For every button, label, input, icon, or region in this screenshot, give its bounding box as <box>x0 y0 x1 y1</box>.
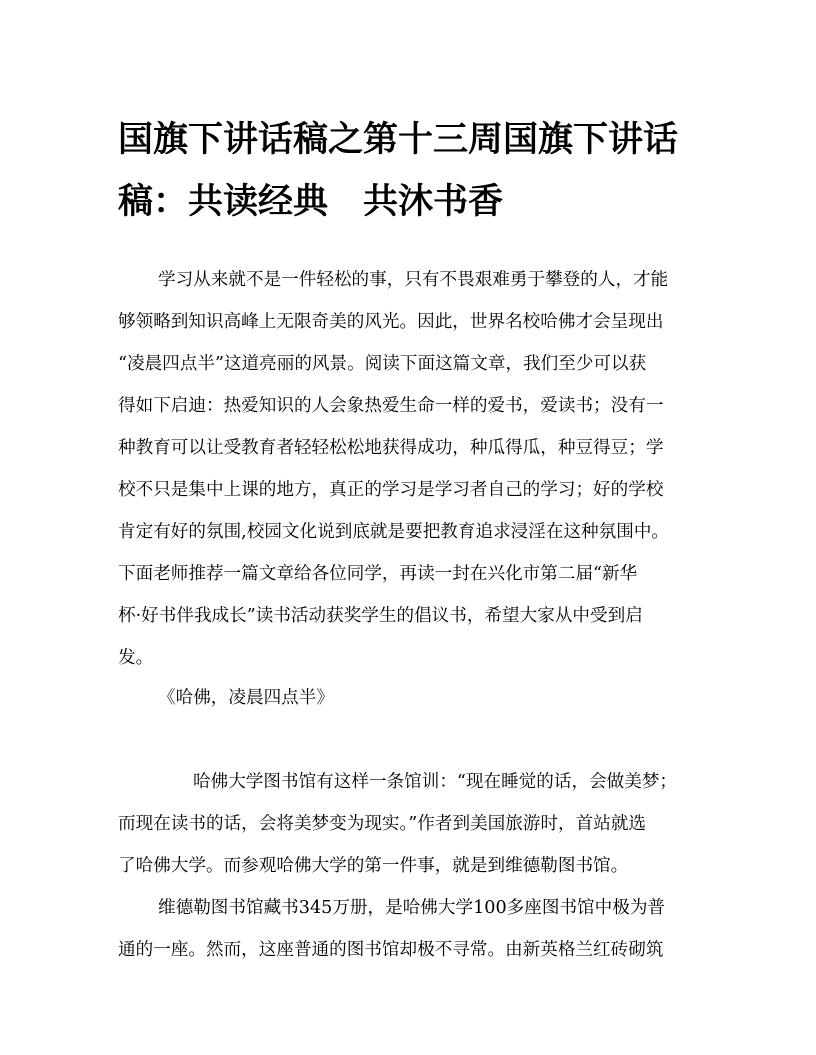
document-title-line-2: 稿：共读经典 共沐书香 <box>118 181 504 222</box>
intro-paragraph-line: 杯·好书伴我成长”读书活动获奖学生的倡议书，希望大家从中受到启 <box>118 606 643 626</box>
article-title: 《哈佛，凌晨四点半》 <box>158 688 334 708</box>
article-paragraph-line: 而现在读书的话，会将美梦变为现实。”作者到美国旅游时，首站就选 <box>118 814 647 834</box>
intro-paragraph-line: 学习从来就不是一件轻松的事，只有不畏艰难勇于攀登的人，才能 <box>158 270 669 290</box>
intro-paragraph-line: 得如下启迪：热爱知识的人会象热爱生命一样的爱书，爱读书；没有一 <box>118 396 664 416</box>
intro-paragraph-line: 种教育可以让受教育者轻轻松松地获得成功，种瓜得瓜，种豆得豆；学 <box>118 438 664 458</box>
intro-paragraph-line: 校不只是集中上课的地方，真正的学习是学习者自己的学习；好的学校 <box>118 480 664 500</box>
intro-paragraph-line: 肯定有好的氛围,校园文化说到底就是要把教育追求浸淫在这种氛围中。 <box>118 522 670 542</box>
intro-paragraph-line: 够领略到知识高峰上无限奇美的风光。因此，世界名校哈佛才会呈现出 <box>118 312 664 332</box>
article-paragraph-line: 通的一座。然而，这座普通的图书馆却极不寻常。由新英格兰红砖砌筑 <box>118 940 664 960</box>
article-paragraph-line: 了哈佛大学。而参观哈佛大学的第一件事，就是到维德勒图书馆。 <box>118 856 629 876</box>
article-paragraph-line: 维德勒图书馆藏书345万册，是哈佛大学100多座图书馆中极为普 <box>158 898 666 918</box>
document-title-line-1: 国旗下讲话稿之第十三周国旗下讲话 <box>118 119 679 160</box>
intro-paragraph-line: “凌晨四点半”这道亮丽的风景。阅读下面这篇文章，我们至少可以获 <box>118 354 647 374</box>
article-paragraph-line: 哈佛大学图书馆有这样一条馆训：“现在睡觉的话，会做美梦； <box>193 772 678 792</box>
intro-paragraph-line: 下面老师推荐一篇文章给各位同学，再读一封在兴化市第二届“新华 <box>118 564 638 584</box>
intro-paragraph-line: 发。 <box>118 648 154 668</box>
